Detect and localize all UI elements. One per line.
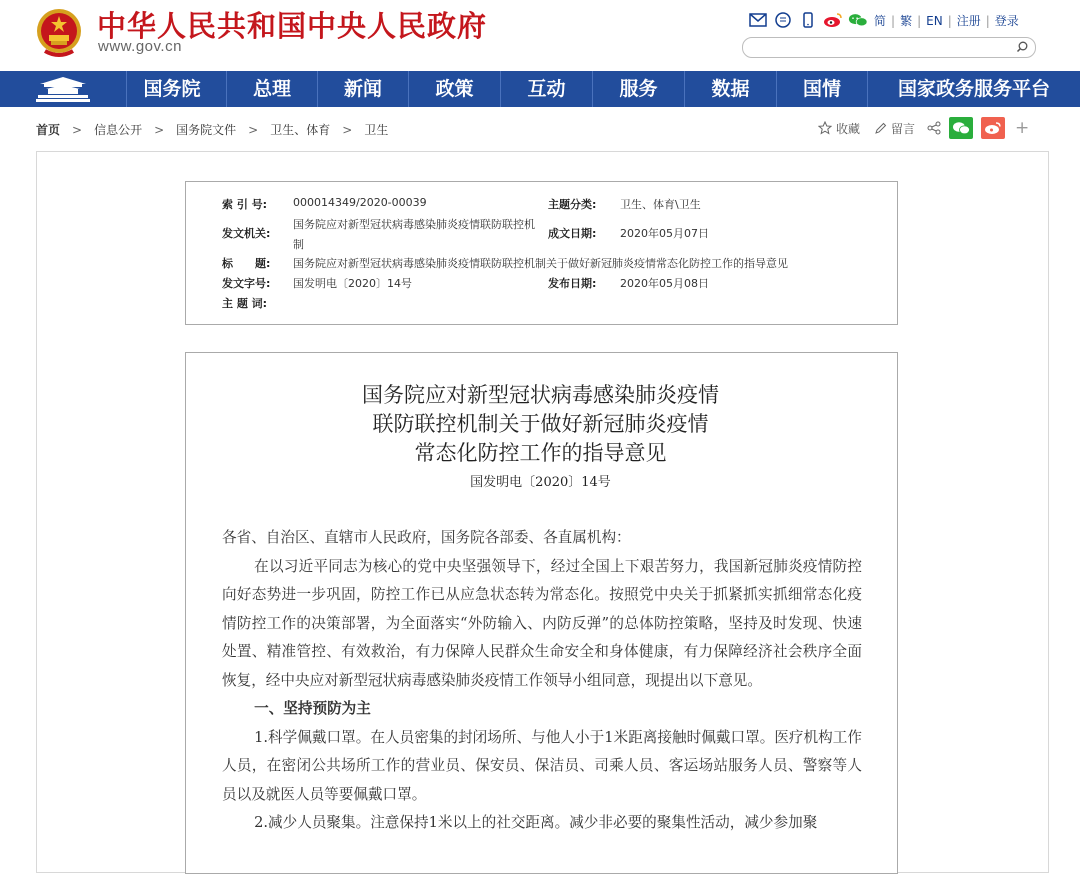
english-link[interactable]: EN <box>926 14 943 28</box>
share-icon[interactable] <box>927 121 941 135</box>
breadcrumb-health[interactable]: 卫生 <box>364 123 389 137</box>
comment-label: 留言 <box>891 121 916 136</box>
site-title[interactable]: 中华人民共和国中央人民政府 <box>97 9 488 43</box>
index-number-label: 索 引 号: <box>222 198 268 211</box>
topic-category-label: 主题分类: <box>548 198 597 211</box>
publish-date-label: 发布日期: <box>548 277 597 290</box>
nav-home-tiananmen-icon[interactable] <box>0 71 126 107</box>
search-box <box>742 37 1036 58</box>
paragraph: 在以习近平同志为核心的党中央坚强领导下，经过全国上下艰苦努力，我国新冠肺炎疫情防控向好态势进一步巩固，防控工作已从应急状态转为常态化。按照党中央关于抓紧抓实抓细常态化疫情防控工作的决策部署，为全面落实“外防输入、内防反弹”的总体防控策略，坚持及时发现、快速处置、精准管控、有效救治，有力保障人民群众生命安全和身体健康，有力保障经济社会秩序全面恢复，经中央应对新型冠状病毒感染肺炎疫情工作领导小组同意，现提出以下意见。 <box>222 557 862 689</box>
nav-item-services[interactable]: 服务 <box>619 78 658 100</box>
main-nav <box>0 71 1080 107</box>
breadcrumb-info-disclosure[interactable]: 信息公开 <box>94 123 143 137</box>
document-text <box>222 524 862 838</box>
chevron-right-icon: > <box>248 123 259 137</box>
article-tools <box>818 116 1029 140</box>
issuing-agency-label: 发文机关: <box>222 227 271 240</box>
document-number-value: 国发明电〔2020〕14号 <box>293 277 412 290</box>
language-account-links: 简 | 繁 | EN | 注册 | 登录 <box>874 14 1019 28</box>
document-metadata-table <box>185 181 898 325</box>
title-value: 国务院应对新型冠状病毒感染肺炎疫情联防联控机制关于做好新冠肺炎疫情常态化防控工作的指导意见 <box>293 257 788 270</box>
national-emblem-icon[interactable] <box>35 7 83 59</box>
written-date-value: 2020年05月07日 <box>620 227 709 240</box>
favorite-button[interactable] <box>818 120 860 137</box>
comment-button[interactable] <box>874 120 915 137</box>
traditional-chinese-link[interactable]: 繁 <box>900 14 913 28</box>
breadcrumb-health-sports[interactable]: 卫生、体育 <box>270 123 331 137</box>
weibo-icon[interactable] <box>823 11 843 29</box>
star-icon <box>818 121 832 135</box>
nav-item-national-conditions[interactable]: 国情 <box>802 78 841 100</box>
breadcrumb <box>36 121 388 138</box>
mobile-icon[interactable] <box>798 11 818 29</box>
weibo-icon <box>984 121 1002 135</box>
keywords-label: 主 题 词: <box>222 297 268 310</box>
pen-icon <box>874 122 887 135</box>
login-link[interactable]: 登录 <box>994 14 1019 28</box>
written-date-label: 成文日期: <box>548 227 597 240</box>
topic-category-value: 卫生、体育\卫生 <box>620 198 701 211</box>
document-title-line: 联防联控机制关于做好新冠肺炎疫情 <box>372 412 709 436</box>
message-icon[interactable] <box>773 11 793 29</box>
share-weibo-button[interactable] <box>981 117 1005 139</box>
chevron-right-icon: > <box>72 123 83 137</box>
paragraph: 2.减少人员聚集。注意保持1米以上的社交距离。减少非必要的聚集性活动，减少参加聚 <box>254 814 818 831</box>
nav-item-state-council[interactable]: 国务院 <box>143 78 201 100</box>
document-title-line: 国务院应对新型冠状病毒感染肺炎疫情 <box>362 383 719 407</box>
nav-item-news[interactable]: 新闻 <box>343 78 382 100</box>
nav-item-interaction[interactable]: 互动 <box>527 78 566 100</box>
document-title-line: 常态化防控工作的指导意见 <box>414 441 667 465</box>
chevron-right-icon: > <box>342 123 353 137</box>
chevron-right-icon: > <box>154 123 165 137</box>
nav-item-data[interactable]: 数据 <box>711 78 750 100</box>
favorite-label: 收藏 <box>836 121 861 136</box>
more-share-button[interactable]: + <box>1015 118 1030 138</box>
share-wechat-button[interactable] <box>949 117 973 139</box>
paragraph: 1.科学佩戴口罩。在人员密集的封闭场所、与他人小于1米距离接触时佩戴口罩。医疗机构工作人员，在密闭公共场所工作的营业员、保安员、保洁员、司乘人员、客运场站服务人员、警察等人员以及就医人员等要佩戴口罩。 <box>222 728 862 803</box>
search-icon[interactable] <box>1015 40 1030 55</box>
document-number-label: 发文字号: <box>222 277 271 290</box>
section-heading: 一、坚持预防为主 <box>254 700 371 717</box>
breadcrumb-home[interactable]: 首页 <box>36 123 61 137</box>
top-icon-bar <box>748 10 873 30</box>
issuing-agency-value: 国务院应对新型冠状病毒感染肺炎疫情联防联控机制 <box>293 218 535 251</box>
nav-item-premier[interactable]: 总理 <box>252 78 291 100</box>
nav-item-policies[interactable]: 政策 <box>435 78 474 100</box>
nav-item-gov-service-platform[interactable]: 国家政务服务平台 <box>897 78 1050 100</box>
search-input[interactable] <box>753 39 1012 57</box>
simplified-chinese-link[interactable]: 简 <box>874 14 887 28</box>
document-number: 国发明电〔2020〕14号 <box>470 475 611 490</box>
document-title <box>185 381 896 468</box>
title-label: 标 题: <box>222 257 271 270</box>
publish-date-value: 2020年05月08日 <box>620 277 709 290</box>
wechat-icon <box>952 121 970 135</box>
register-link[interactable]: 注册 <box>956 14 981 28</box>
mail-icon[interactable] <box>748 11 768 29</box>
site-header <box>0 0 1080 70</box>
salutation: 各省、自治区、直辖市人民政府，国务院各部委、各直属机构： <box>222 529 631 546</box>
wechat-icon[interactable] <box>848 11 868 29</box>
index-number-value: 000014349/2020-00039 <box>293 196 427 209</box>
site-domain: www.gov.cn <box>98 38 182 55</box>
breadcrumb-state-council-docs[interactable]: 国务院文件 <box>176 123 237 137</box>
